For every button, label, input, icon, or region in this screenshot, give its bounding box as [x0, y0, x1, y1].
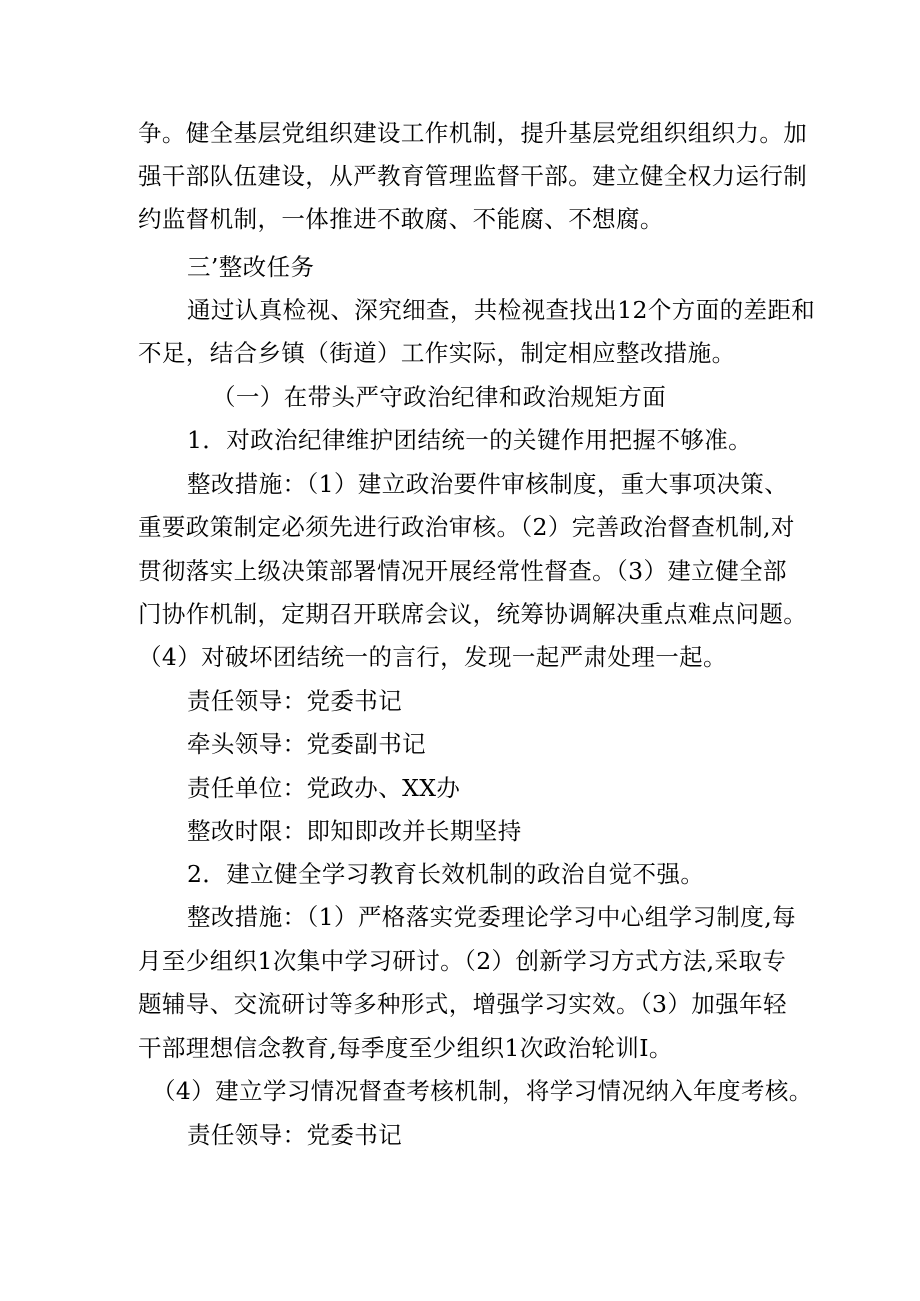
paragraph-line: 题辅导、交流研讨等多种形式，增强学习实效。（3）加强年轻 [138, 990, 787, 1018]
paragraph-line: 门协作机制，定期召开联席会议，统筹协调解决重点难点问题。 [138, 600, 808, 628]
paragraph-line: （4）对破坏团结统一的言行，发现一起严肃处理一起。 [138, 643, 727, 671]
paragraph-line: 干部理想信念教育,每季度至少组织1次政治轮训I。 [138, 1034, 673, 1062]
paragraph-line: 不足，结合乡镇（街道）工作实际，制定相应整改措施。 [138, 339, 736, 367]
responsible-leader: 责任领导：党委书记 [187, 1121, 403, 1149]
paragraph-line: 争。健全基层党组织建设工作机制，提升基层党组织组织力。加 [138, 119, 808, 147]
section-heading: 三’整改任务 [187, 253, 315, 281]
responsible-unit: 责任单位：党政办、XX办 [187, 774, 461, 802]
paragraph-line: 约监督机制，一体推进不敢腐、不能腐、不想腐。 [138, 205, 664, 233]
responsible-leader: 责任领导：党委书记 [187, 687, 403, 715]
paragraph-line: 整改措施：（1）严格落实党委理论学习中心组学习制度,每 [187, 903, 796, 931]
paragraph-line: 整改措施：（1）建立政治要件审核制度，重大事项决策、 [187, 470, 789, 498]
item-heading: 1．对政治纪律维护团结统一的关键作用把握不够准。 [187, 426, 753, 454]
paragraph-line: 贯彻落实上级决策部署情况开展经常性督查。（3）建立健全部 [138, 557, 787, 585]
paragraph-line: 强干部队伍建设，从严教育管理监督干部。建立健全权力运行制 [138, 162, 808, 190]
paragraph-line: 月至少组织1次集中学习研讨。（2）创新学习方式方法,采取专 [138, 947, 787, 975]
lead-leader: 牵头领导：党委副书记 [187, 730, 426, 758]
paragraph-line: （4）建立学习情况督查考核机制，将学习情况纳入年度考核。 [152, 1077, 813, 1105]
paragraph-line: 通过认真检视、深究细查，共检视查找出12个方面的差距和 [187, 296, 816, 324]
deadline: 整改时限：即知即改并长期坚持 [187, 817, 522, 845]
paragraph-line: 重要政策制定必须先进行政治审核。（2）完善政治督查机制,对 [138, 513, 795, 541]
item-heading: 2．建立健全学习教育长效机制的政治自觉不强。 [187, 860, 705, 888]
subsection-heading: （一）在带头严守政治纪律和政治规矩方面 [212, 383, 667, 411]
